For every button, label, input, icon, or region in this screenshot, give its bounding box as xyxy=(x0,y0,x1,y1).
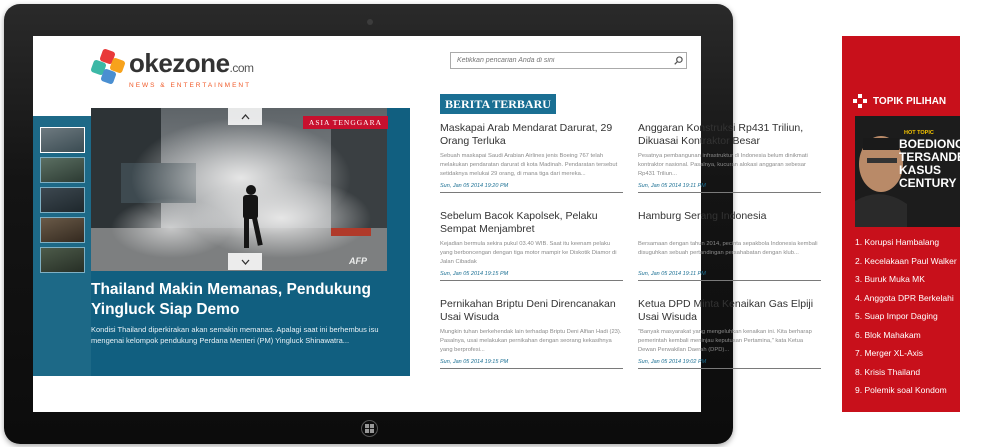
news-summary: "Banyak masyarakat yang mengeluhkan kenaikan ini. Kita berharap pemerintah kembali meninjau keputusan Pertamina," kata Ketua Dewan Perwakilan Daerah (DPD)... xyxy=(638,329,812,353)
logo-name: okezone xyxy=(129,48,230,78)
thumbnail-item[interactable] xyxy=(40,217,85,243)
topik-logo-icon xyxy=(853,94,867,108)
camera-dot xyxy=(367,19,373,25)
hero-title[interactable]: Thailand Makin Memanas, Pendukung Yingluck Siap Demo xyxy=(91,281,371,318)
news-section-heading: BERITA TERBARU xyxy=(440,94,556,114)
topik-list xyxy=(855,233,957,400)
topik-item[interactable]: 2. Kecelakaan Paul Walker xyxy=(855,255,957,266)
windows-button[interactable] xyxy=(361,420,378,437)
logo-tagline: NEWS & ENTERTAINMENT xyxy=(129,82,252,89)
news-item[interactable] xyxy=(638,298,821,369)
hero-category-label[interactable]: ASIA TENGGARA xyxy=(303,116,388,129)
topik-heading-text: TOPIK PILIHAN xyxy=(873,95,947,107)
hot-topic-title: BOEDIONO TERSANDERA KASUS CENTURY xyxy=(899,137,982,190)
windows-logo-icon xyxy=(365,424,374,433)
search-icon[interactable] xyxy=(670,56,686,65)
chevron-down-icon xyxy=(241,259,250,265)
topik-item[interactable]: 6. Blok Mahakam xyxy=(855,329,921,340)
news-title[interactable]: Pernikahan Briptu Deni Direncanakan Usai Wisuda xyxy=(440,298,616,323)
topik-item[interactable]: 5. Suap Impor Daging xyxy=(855,311,938,321)
thumbnail-item[interactable] xyxy=(40,157,85,183)
search-box xyxy=(450,52,687,69)
news-item[interactable] xyxy=(440,298,623,369)
news-date: Sun, Jan 05 2014 19:11 PM xyxy=(638,271,821,281)
news-title[interactable]: Ketua DPD Minta Kenaikan Gas Elpiji Usai Wisuda xyxy=(638,298,814,323)
thumbnail-item[interactable] xyxy=(40,127,85,153)
hot-topic-banner[interactable] xyxy=(855,116,982,227)
news-item[interactable] xyxy=(638,122,821,193)
topik-item[interactable]: 8. Krisis Thailand xyxy=(855,366,921,377)
topik-item[interactable]: 3. Buruk Muka MK xyxy=(855,274,925,284)
news-summary: Kejadian bermula sekira pukul 03.40 WIB. Saat itu keenam pelaku yang berboncengan dengan tiga motor mampir ke Diskotik Diamor di Jalan Cibadak xyxy=(440,241,617,265)
logo-suffix: .com xyxy=(229,61,254,75)
news-title[interactable]: Anggaran Konstruksi Rp431 Triliun, Dikuasai Kontraktor Besar xyxy=(638,122,804,147)
topik-heading xyxy=(853,94,946,108)
hero-summary: Kondisi Thailand diperkirakan akan semakin memanas. Apalagi saat ini berhembus isu mengenai kelompok pendukung Perdana Menteri (PM) Yingluck Shinawatra... xyxy=(91,325,379,345)
hot-topic-label: HOT TOPIC xyxy=(904,130,934,136)
thumbnail-item[interactable] xyxy=(40,247,85,273)
topik-item[interactable]: 9. Polemik soal Kondom xyxy=(855,385,947,395)
news-date: Sun, Jan 05 2014 19:11 PM xyxy=(638,183,821,193)
topik-item[interactable]: 7. Merger XL-Axis xyxy=(855,348,924,358)
scroll-down-button[interactable] xyxy=(228,253,262,270)
news-summary: Sebuah maskapai Saudi Arabian Airlines jenis Boeing 767 telah melakukan pendaratan darurat di kota Madinah. Pendaratan tersebut setidaknya melukai 29 orang, di mana tiga dari mereka... xyxy=(440,153,618,177)
news-date: Sun, Jan 05 2014 19:20 PM xyxy=(440,183,623,193)
search-input[interactable] xyxy=(451,57,670,64)
thumbnail-strip xyxy=(33,116,91,376)
news-summary: Bersamaan dengan tahun 2014, pecinta sepakbola Indonesia kembali disuguhkan sebuah pertandingan persahabatan dengan klub... xyxy=(638,241,818,256)
news-title[interactable]: Hamburg Serang Indonesia xyxy=(638,210,767,222)
photo-credit: AFP xyxy=(349,256,367,266)
news-date: Sun, Jan 05 2014 19:15 PM xyxy=(440,359,623,369)
hero-photo[interactable] xyxy=(91,108,387,271)
thumbnail-item[interactable] xyxy=(40,187,85,213)
logo-mark-icon xyxy=(91,50,125,84)
topik-item[interactable]: 1. Korupsi Hambalang xyxy=(855,237,940,247)
news-summary: Pesatnya pembangunan infrastruktur di Indonesia belum dinikmati kontraktor nasional. Pasalnya, kucuran alokasi anggaran sebesar Rp431 Triliun... xyxy=(638,153,808,177)
okezone-logo[interactable] xyxy=(91,50,254,89)
news-summary: Mungkin tuhan berkehendak lain terhadap Briptu Deni Alfian Hadi (23). Pasalnya, usai melakukan pernikahan dengan seorang kekasihnya yang berprofesi... xyxy=(440,329,622,353)
app-screen xyxy=(33,36,818,412)
news-title[interactable]: Sebelum Bacok Kapolsek, Pelaku Sempat Menjambret xyxy=(440,210,598,235)
news-title[interactable]: Maskapai Arab Mendarat Darurat, 29 Orang Terluka xyxy=(440,122,613,147)
scroll-up-button[interactable] xyxy=(228,108,262,125)
chevron-up-icon xyxy=(241,114,250,120)
hero-feature[interactable] xyxy=(91,108,410,376)
topik-pilihan-panel xyxy=(842,36,982,412)
news-item[interactable] xyxy=(638,210,821,281)
news-date: Sun, Jan 05 2014 19:15 PM xyxy=(440,271,623,281)
news-item[interactable] xyxy=(440,210,623,281)
news-date: Sun, Jan 05 2014 19:02 PM xyxy=(638,359,821,369)
news-item[interactable] xyxy=(440,122,623,193)
topik-item[interactable]: 4. Anggota DPR Berkelahi xyxy=(855,292,954,303)
